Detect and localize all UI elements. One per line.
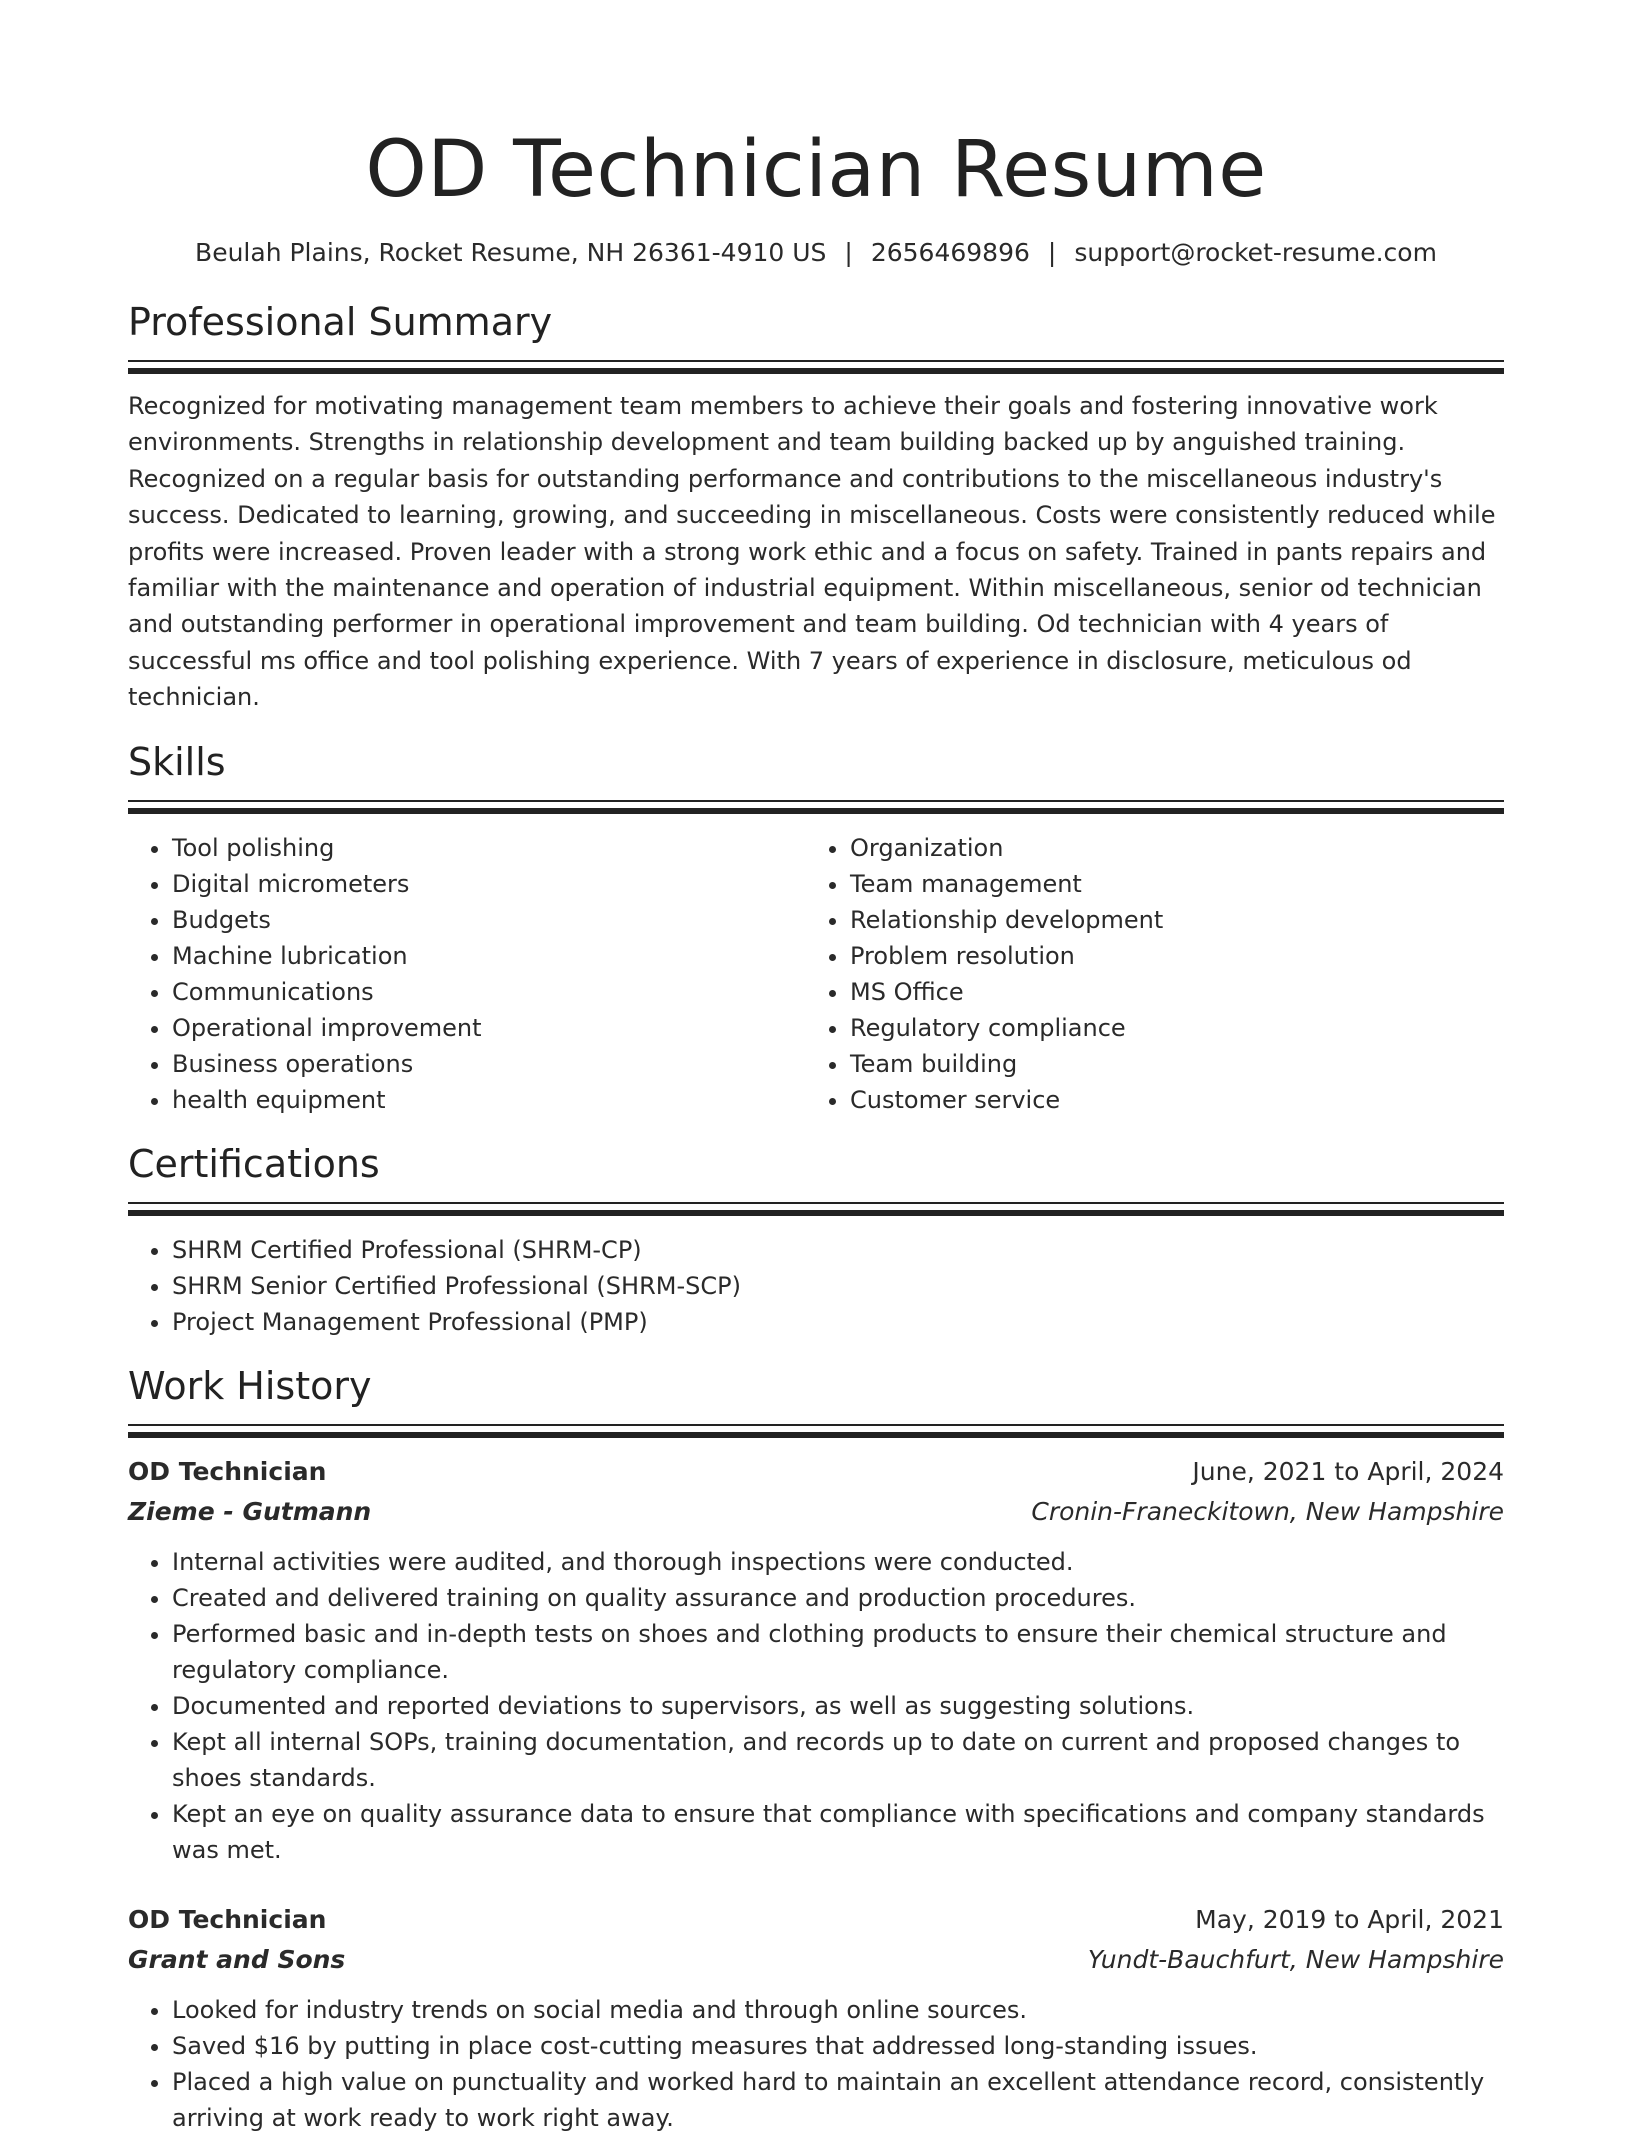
- skill-item: • health equipment: [172, 1082, 806, 1118]
- job-company: Grant and Sons: [128, 1944, 346, 1974]
- certification-item: • SHRM Certified Professional (SHRM-CP): [172, 1232, 1504, 1268]
- job-entry: [128, 1900, 1504, 2136]
- job-header-row: [128, 1452, 1504, 1492]
- job-dates: May, 2019 to April, 2021: [1195, 1904, 1504, 1934]
- skills-heading: Skills: [128, 739, 226, 784]
- skill-item: • Operational improvement: [172, 1010, 806, 1046]
- skill-item: • Budgets: [172, 902, 806, 938]
- job-duty: • Kept all internal SOPs, training documentation, and records up to date on current and proposed changes to shoes standards.: [172, 1724, 1504, 1796]
- skill-item: • Tool polishing: [172, 830, 806, 866]
- job-location: Cronin-Franeckitown, New Hampshire: [1031, 1496, 1504, 1526]
- contact-email[interactable]: support@rocket-resume.com: [1074, 238, 1437, 267]
- summary-heading: Professional Summary: [128, 300, 553, 344]
- contact-separator: |: [1047, 238, 1057, 267]
- skill-item: • Problem resolution: [850, 938, 1484, 974]
- skill-item: • Relationship development: [850, 902, 1484, 938]
- job-duty: • Kept an eye on quality assurance data to ensure that compliance with specifications and company standards was met.: [172, 1796, 1504, 1868]
- job-duty: • Performed basic and in-depth tests on shoes and clothing products to ensure their chemical structure and regulatory compliance.: [172, 1616, 1504, 1688]
- job-title: OD Technician: [128, 1456, 327, 1486]
- skill-item: • Machine lubrication: [172, 938, 806, 974]
- job-header-row: [128, 1900, 1504, 1940]
- job-company: Zieme - Gutmann: [128, 1496, 372, 1526]
- job-duty: • Created and delivered training on quality assurance and production procedures.: [172, 1580, 1504, 1616]
- summary-section: [128, 298, 1504, 716]
- certifications-list: [128, 1232, 1504, 1340]
- section-divider: [128, 1424, 1504, 1440]
- job-duties-list: [128, 1544, 1504, 1868]
- skills-list-right: [806, 830, 1484, 1118]
- job-duty: • Documented and reported deviations to supervisors, as well as suggesting solutions.: [172, 1688, 1504, 1724]
- job-location: Yundt-Bauchfurt, New Hampshire: [1087, 1944, 1504, 1974]
- skill-item: • Digital micrometers: [172, 866, 806, 902]
- job-duty: • Internal activities were audited, and thorough inspections were conducted.: [172, 1544, 1504, 1580]
- work-history-heading: Work History: [128, 1363, 372, 1408]
- job-duty: • Placed a high value on punctuality and worked hard to maintain an excellent attendance record, consistently arriving at work ready to work right away.: [172, 2064, 1504, 2136]
- contact-separator: |: [844, 238, 853, 267]
- job-duty: • Saved $16 by putting in place cost-cutting measures that addressed long-standing issues.: [172, 2028, 1504, 2064]
- job-duties-list: [128, 1992, 1504, 2136]
- skill-item: • Team management: [850, 866, 1484, 902]
- job-duty: • Looked for industry trends on social media and through online sources.: [172, 1992, 1504, 2028]
- skills-columns: [128, 830, 1504, 1118]
- section-divider: [128, 1202, 1504, 1218]
- job-dates: June, 2021 to April, 2024: [1192, 1456, 1504, 1486]
- skills-section: [128, 738, 1504, 1118]
- certifications-section: [128, 1140, 1504, 1340]
- skill-item: • Organization: [850, 830, 1484, 866]
- skill-item: • Team building: [850, 1046, 1484, 1082]
- skill-item: • Communications: [172, 974, 806, 1010]
- skill-item: • MS Office: [850, 974, 1484, 1010]
- certification-item: • SHRM Senior Certified Professional (SHRM-SCP): [172, 1268, 1504, 1304]
- skills-list-left: [128, 830, 806, 1118]
- resume-title: OD Technician Resume: [365, 125, 1267, 215]
- job-company-row: [128, 1492, 1504, 1532]
- job-entry: [128, 1452, 1504, 1868]
- job-title: OD Technician: [128, 1904, 327, 1934]
- section-divider: [128, 360, 1504, 376]
- work-history-section: [128, 1362, 1504, 2136]
- certifications-heading: Certifications: [128, 1141, 380, 1186]
- summary-text: Recognized for motivating management team members to achieve their goals and fostering innovative work environments. Strengths in relationship development and team building backed up by anguished training. Recognized on a regular basis for outstanding performance and contributions to the miscellaneous industry's success. Dedicated to learning, growing, and succeeding in miscellaneous. Costs were consistently reduced while profits were increased. Proven leader with a strong work ethic and a focus on safety. Trained in pants repairs and familiar with the maintenance and operation of industrial equipment. Within miscellaneous, senior od technician and outstanding performer in operational improvement and team building. Od technician with 4 years of successful ms office and tool polishing experience. With 7 years of experience in disclosure, meticulous od technician.: [128, 392, 1496, 712]
- skill-item: • Regulatory compliance: [850, 1010, 1484, 1046]
- skill-item: • Customer service: [850, 1082, 1484, 1118]
- contact-line: [128, 236, 1504, 270]
- skill-item: • Business operations: [172, 1046, 806, 1082]
- resume-page: [128, 0, 1504, 2136]
- certification-item: • Project Management Professional (PMP): [172, 1304, 1504, 1340]
- contact-address: Beulah Plains, Rocket Resume, NH 26361-4910 US: [195, 238, 827, 267]
- contact-phone: 2656469896: [870, 238, 1030, 267]
- section-divider: [128, 800, 1504, 816]
- job-company-row: [128, 1940, 1504, 1980]
